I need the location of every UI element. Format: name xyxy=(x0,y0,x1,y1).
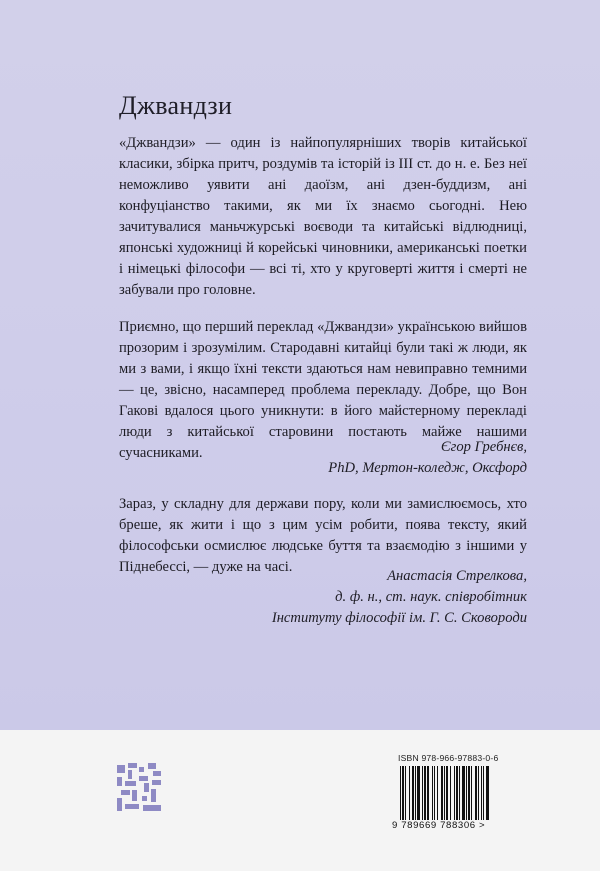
barcode xyxy=(398,766,528,820)
review-institution-2: Інституту філософії ім. Г. С. Сковороди xyxy=(271,610,527,626)
review-author-2: Анастасія Стрелкова, xyxy=(387,568,527,584)
isbn-label: ISBN 978-966-97883-0-6 xyxy=(398,753,499,763)
book-description: «Джвандзи» — один із найпопулярніших творів китайської класики, збірка притч, роздумів та історій із III ст. до н. е. Без неї неможливо уявити ані даоїзм, ані дзен-буддизм, ані конфуціанство такими, як ми їх знаємо сьогодні. Нею зачитувалися маньчжурські воєводи та китайські відлюдниці, японські художниці й корейські чиновники, американські поетки і німецькі філософи — всі ті, хто у круговерті життя і смерті не забували про головне. xyxy=(119,135,527,298)
review-degree-2: д. ф. н., ст. наук. співробітник xyxy=(335,589,527,605)
review-author-1: Єгор Гребнєв, xyxy=(440,439,527,455)
review-attribution-1 xyxy=(328,437,527,479)
review-attribution-2 xyxy=(272,566,527,629)
publisher-logo-icon xyxy=(117,763,161,811)
review-affiliation-1: PhD, Мертон-коледж, Оксфорд xyxy=(328,460,527,476)
review-text-1: Приємно, що перший переклад «Джвандзи» українською вийшов прозорим і зрозумілим. Стародавні китайці були такі ж люди, як ми з вами, і якщо їхні тексти здаються нам невиправно темними — це, звісно, насамперед проблема перекладу. Добре, що Вон Гакові вдалося цього уникнути: в його майстерному перекладі люди з китайської старовини постають майже нашими сучасниками. xyxy=(119,319,527,461)
barcode-digits: 9 789669 788306 > xyxy=(392,820,486,831)
review-text-2: Зараз, у складну для держави пору, коли ми замислюємось, хто бреше, як жити і що з цим усім робити, поява тексту, який філософськи осмислює людське буття та взаємодію з іншими у Піднебессі, — дуже на часі. xyxy=(119,496,527,575)
book-title: Джвандзи xyxy=(119,91,233,120)
